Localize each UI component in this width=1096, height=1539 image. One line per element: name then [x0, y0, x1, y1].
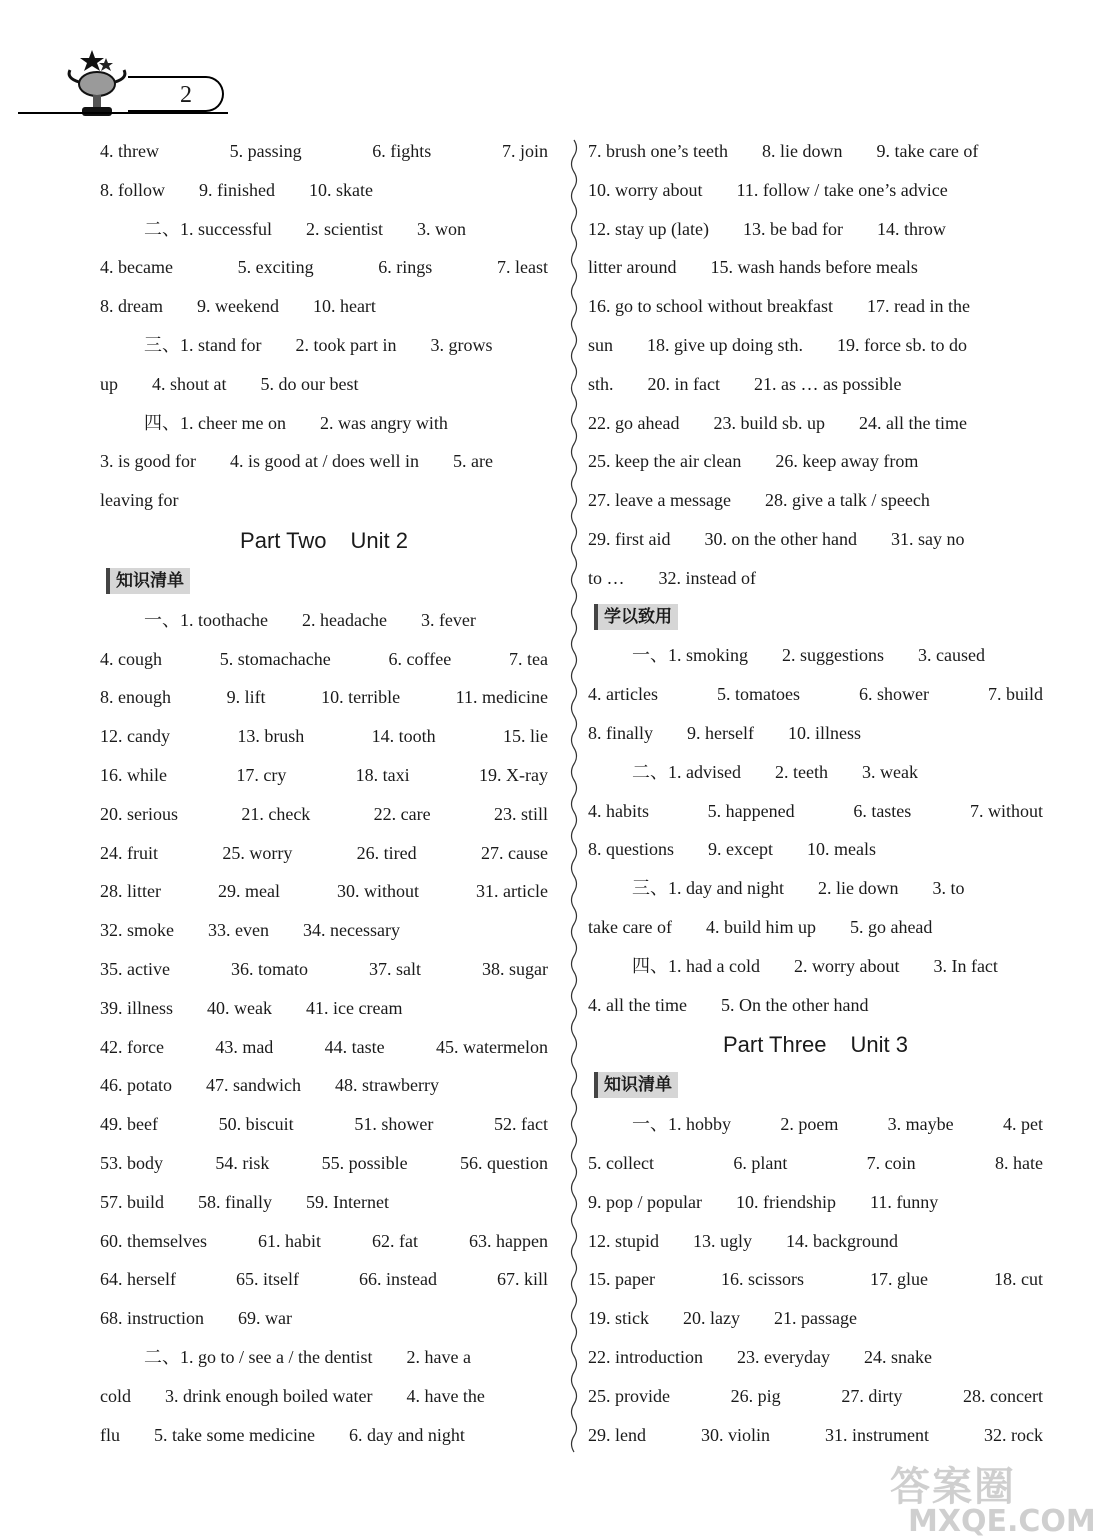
- answer-item: 17. glue: [870, 1269, 928, 1290]
- answer-line: [100, 950, 548, 989]
- answer-item: 44. taste: [324, 1036, 385, 1057]
- answer-item: 35. active: [100, 958, 170, 979]
- answer-block: [100, 1338, 548, 1454]
- answer-item: 4. all the time: [588, 994, 687, 1015]
- answer-item: 13. brush: [237, 726, 305, 747]
- answer-block: [588, 1105, 1043, 1454]
- answer-item: 8. questions: [588, 839, 675, 860]
- section-tag: 学以致用: [594, 604, 678, 630]
- answer-line: [100, 1416, 548, 1455]
- answer-item: 5. On the other hand: [720, 994, 869, 1015]
- answer-line: [100, 1144, 548, 1183]
- answer-item: 7. coin: [866, 1152, 916, 1173]
- answer-item: 2. worry about: [793, 955, 900, 976]
- watermark-cn: 答案圈: [890, 1464, 1016, 1510]
- answer-item: 2. lie down: [817, 878, 899, 899]
- section-tag: 知识清单: [106, 568, 190, 594]
- answer-item: 8. enough: [100, 687, 171, 708]
- answer-line: [588, 792, 1043, 831]
- answer-item: 10. friendship: [736, 1191, 836, 1212]
- answer-item: 24. fruit: [100, 842, 158, 863]
- answer-item: 11. funny: [869, 1191, 939, 1212]
- answer-item: sun: [588, 334, 614, 355]
- answer-line: [588, 1222, 1043, 1261]
- answer-item: 29. first aid: [588, 528, 671, 549]
- answer-item: 8. dream: [100, 296, 163, 317]
- answer-line: [588, 520, 1043, 559]
- answer-item: 6. shower: [858, 684, 929, 705]
- answer-item: 5. collect: [588, 1152, 654, 1173]
- answer-item: leaving for: [100, 490, 179, 511]
- answer-line: [100, 1183, 548, 1222]
- answer-line: [100, 1338, 548, 1377]
- answer-item: 41. ice cream: [306, 997, 403, 1018]
- answer-item: 24. all the time: [858, 412, 967, 433]
- answer-item: 15. lie: [502, 726, 548, 747]
- answer-item: 67. kill: [496, 1269, 548, 1290]
- answer-item: 10. heart: [312, 296, 376, 317]
- answer-item: 3. In fact: [933, 955, 998, 976]
- answer-item: 3. to: [932, 878, 965, 899]
- answer-item: 25. provide: [588, 1385, 670, 1406]
- answer-item: 28. litter: [100, 881, 161, 902]
- answer-item: 8. hate: [995, 1152, 1043, 1173]
- answer-item: 5. passing: [229, 141, 302, 161]
- answer-line: [100, 678, 548, 717]
- answer-item: 30. on the other hand: [704, 528, 857, 549]
- answer-item: 6. day and night: [348, 1424, 465, 1445]
- answer-item: 4. became: [100, 257, 173, 278]
- answer-item: 28. give a talk / speech: [764, 490, 930, 511]
- answer-line: [100, 287, 548, 326]
- part-label: Part Three: [722, 1032, 827, 1058]
- answer-item: 61. habit: [258, 1230, 321, 1251]
- page-number: 2: [180, 82, 192, 108]
- answer-item: 53. body: [100, 1152, 163, 1173]
- answer-line: [100, 795, 548, 834]
- right-column: [588, 132, 1043, 1454]
- answer-item: 16. scissors: [720, 1269, 804, 1290]
- answer-item: 10. terrible: [321, 687, 401, 708]
- answer-item: 四、1. cheer me on: [144, 412, 286, 433]
- answer-line: [100, 1066, 548, 1105]
- answer-item: 三、1. day and night: [632, 878, 784, 899]
- answer-item: 12. candy: [100, 726, 170, 747]
- answer-item: 48. strawberry: [334, 1075, 439, 1096]
- answer-line: [100, 1377, 548, 1416]
- answer-item: 45. watermelon: [436, 1036, 548, 1057]
- answer-line: [588, 753, 1043, 792]
- answer-item: 19. stick: [588, 1308, 649, 1329]
- answer-item: 24. snake: [863, 1346, 932, 1367]
- answer-item: to …: [588, 567, 625, 588]
- answer-line: [100, 132, 548, 171]
- answer-line: [100, 210, 548, 249]
- answer-item: 17. cry: [236, 764, 287, 785]
- answer-item: 3. drink enough boiled water: [165, 1385, 373, 1406]
- answer-line: [100, 601, 548, 640]
- answer-item: 12. stupid: [588, 1230, 660, 1251]
- answer-item: 5. are: [452, 451, 493, 472]
- answer-line: [588, 287, 1043, 326]
- answer-item: 14. throw: [876, 218, 946, 239]
- answer-item: 14. background: [786, 1230, 899, 1251]
- section-title: [588, 1024, 1043, 1066]
- answer-item: 22. care: [373, 803, 431, 824]
- answer-item: 三、1. stand for: [144, 334, 262, 355]
- answer-line: [588, 1416, 1043, 1455]
- answer-line: [100, 640, 548, 679]
- answer-line: [588, 1105, 1043, 1144]
- answer-item: 5. do our best: [260, 373, 359, 394]
- answer-item: 55. possible: [321, 1152, 408, 1173]
- answer-item: 二、1. advised: [632, 761, 741, 782]
- answer-item: 17. read in the: [866, 296, 970, 317]
- answer-item: 36. tomato: [230, 958, 308, 979]
- answer-item: 60. themselves: [100, 1230, 207, 1251]
- unit-label: Unit 2: [350, 527, 408, 553]
- answer-block: [100, 326, 548, 404]
- answer-item: 25. keep the air clean: [588, 451, 742, 472]
- answer-line: [588, 986, 1043, 1025]
- answer-item: 7. tea: [508, 648, 548, 669]
- unit-label: Unit 3: [850, 1032, 909, 1058]
- header-rule: [18, 112, 228, 114]
- page-header: [0, 0, 240, 125]
- answer-line: [588, 869, 1043, 908]
- answer-item: 8. finally: [588, 722, 653, 743]
- answer-item: 19. force sb. to do: [837, 334, 967, 355]
- answer-line: [100, 481, 548, 520]
- answer-item: 26. tired: [356, 842, 417, 863]
- answer-item: 5. exciting: [237, 257, 314, 278]
- answer-item: 30. violin: [701, 1424, 771, 1445]
- answer-line: [588, 830, 1043, 869]
- answer-item: 9. take care of: [876, 141, 979, 161]
- answer-line: [100, 365, 548, 404]
- answer-item: 一、1. hobby: [632, 1114, 731, 1135]
- answer-item: 9. weekend: [196, 296, 279, 317]
- answer-block: [588, 753, 1043, 869]
- answer-item: 二、1. successful: [144, 218, 272, 239]
- answer-item: 21. as … as possible: [754, 373, 902, 394]
- answer-item: 68. instruction: [100, 1308, 204, 1329]
- answer-item: 58. finally: [198, 1191, 273, 1212]
- answer-item: 8. follow: [100, 179, 165, 200]
- answer-line: [588, 1338, 1043, 1377]
- answer-line: [588, 132, 1043, 171]
- answer-line: [588, 481, 1043, 520]
- answer-item: 65. itself: [235, 1269, 299, 1290]
- answer-item: 26. keep away from: [775, 451, 919, 472]
- answer-block: [588, 869, 1043, 947]
- answer-line: [588, 248, 1043, 287]
- answer-line: [588, 1260, 1043, 1299]
- answer-line: [100, 911, 548, 950]
- answer-item: 7. join: [501, 141, 548, 161]
- answer-item: 2. took part in: [295, 334, 397, 355]
- answer-item: 16. go to school without breakfast: [588, 296, 833, 317]
- answer-item: flu: [100, 1424, 120, 1445]
- answer-item: 4. habits: [588, 800, 649, 821]
- answer-line: [588, 675, 1043, 714]
- answer-item: 23. build sb. up: [713, 412, 825, 433]
- answer-item: 18. cut: [994, 1269, 1043, 1290]
- answer-item: 52. fact: [494, 1114, 548, 1135]
- answer-line: [588, 908, 1043, 947]
- answer-item: 39. illness: [100, 997, 174, 1018]
- answer-line: [100, 1105, 548, 1144]
- answer-line: [588, 1299, 1043, 1338]
- answer-item: 3. caused: [918, 645, 986, 666]
- answer-item: 3. maybe: [887, 1114, 954, 1135]
- answer-item: 4. have the: [406, 1385, 485, 1406]
- answer-item: 13. ugly: [693, 1230, 753, 1251]
- answer-item: 23. everyday: [737, 1346, 830, 1367]
- answer-item: 9. finished: [199, 179, 275, 200]
- answer-item: 9. herself: [687, 722, 754, 743]
- answer-block: [588, 636, 1043, 752]
- answer-item: 一、1. toothache: [144, 609, 268, 630]
- answer-item: 2. suggestions: [782, 645, 885, 666]
- answer-item: cold: [100, 1385, 131, 1406]
- answer-line: [588, 559, 1043, 598]
- answer-line: [100, 834, 548, 873]
- answer-item: 18. taxi: [355, 764, 410, 785]
- answer-line: [100, 248, 548, 287]
- answer-item: 57. build: [100, 1191, 165, 1212]
- answer-block: [100, 132, 548, 210]
- answer-item: 66. instead: [358, 1269, 437, 1290]
- answer-item: 6. coffee: [388, 648, 452, 669]
- answer-line: [588, 442, 1043, 481]
- answer-item: 2. have a: [406, 1346, 471, 1367]
- part-label: Part Two: [240, 527, 327, 553]
- answer-item: 15. paper: [588, 1269, 655, 1290]
- section-tag: 知识清单: [594, 1072, 678, 1098]
- answer-item: 29. meal: [218, 881, 280, 902]
- answer-item: 14. tooth: [371, 726, 436, 747]
- column-divider: [568, 140, 580, 1450]
- answer-item: 21. passage: [773, 1308, 857, 1329]
- answer-item: 3. weak: [861, 761, 918, 782]
- answer-item: 47. sandwich: [206, 1075, 301, 1096]
- answer-item: 10. worry about: [588, 179, 703, 200]
- answer-item: 4. shout at: [152, 373, 227, 394]
- answer-line: [588, 365, 1043, 404]
- answer-item: 20. in fact: [647, 373, 720, 394]
- answer-block: [588, 132, 1043, 598]
- answer-item: 4. build him up: [705, 916, 816, 937]
- answer-item: 3. grows: [430, 334, 493, 355]
- answer-item: 46. potato: [100, 1075, 172, 1096]
- answer-block: [100, 404, 548, 520]
- answer-item: 25. worry: [222, 842, 293, 863]
- answer-item: 27. dirty: [841, 1385, 903, 1406]
- answer-item: 33. even: [208, 920, 269, 941]
- answer-item: 18. give up doing sth.: [647, 334, 804, 355]
- answer-item: 26. pig: [730, 1385, 781, 1406]
- answer-line: [100, 989, 548, 1028]
- answer-item: 16. while: [100, 764, 167, 785]
- answer-item: 5. happened: [707, 800, 795, 821]
- answer-item: 23. still: [493, 803, 548, 824]
- answer-line: [100, 1028, 548, 1067]
- answer-item: 二、1. go to / see a / the dentist: [144, 1346, 373, 1367]
- answer-item: 6. tastes: [853, 800, 912, 821]
- answer-item: 4. cough: [100, 648, 162, 669]
- answer-item: 15. wash hands before meals: [710, 257, 918, 278]
- answer-item: 13. be bad for: [742, 218, 843, 239]
- watermark-logo: [890, 1455, 1096, 1539]
- answer-line: [588, 171, 1043, 210]
- answer-line: [588, 947, 1043, 986]
- answer-item: 10. illness: [787, 722, 861, 743]
- answer-item: 2. was angry with: [319, 412, 448, 433]
- answer-item: 10. meals: [806, 839, 876, 860]
- answer-item: 38. sugar: [481, 958, 548, 979]
- answer-item: 6. fights: [372, 141, 432, 161]
- answer-item: 5. take some medicine: [154, 1424, 315, 1445]
- answer-line: [588, 636, 1043, 675]
- answer-item: 22. introduction: [588, 1346, 703, 1367]
- answer-item: 54. risk: [215, 1152, 270, 1173]
- left-column: [100, 132, 548, 1454]
- answer-item: 62. fat: [372, 1230, 418, 1251]
- page-badge: [128, 76, 224, 112]
- answer-item: 40. weak: [207, 997, 272, 1018]
- answer-line: [100, 872, 548, 911]
- answer-block: [588, 947, 1043, 1025]
- answer-item: 2. teeth: [774, 761, 828, 782]
- answer-item: 31. say no: [890, 528, 965, 549]
- answer-item: 59. Internet: [306, 1191, 389, 1212]
- answer-item: take care of: [588, 916, 672, 937]
- answer-item: 19. X-ray: [479, 764, 548, 785]
- answer-item: 四、1. had a cold: [632, 955, 760, 976]
- answer-item: 7. brush one’s teeth: [588, 141, 728, 161]
- answer-item: 2. headache: [301, 609, 387, 630]
- answer-item: 5. go ahead: [849, 916, 933, 937]
- answer-item: 27. cause: [480, 842, 548, 863]
- answer-item: 4. articles: [588, 684, 658, 705]
- answer-item: 21. check: [241, 803, 311, 824]
- answer-item: 28. concert: [963, 1385, 1043, 1406]
- answer-item: 3. is good for: [100, 451, 196, 472]
- answer-line: [100, 717, 548, 756]
- answer-item: 29. lend: [588, 1424, 646, 1445]
- answer-item: 7. without: [969, 800, 1043, 821]
- answer-line: [588, 210, 1043, 249]
- answer-item: 一、1. smoking: [632, 645, 749, 666]
- answer-item: 11. follow / take one’s advice: [736, 179, 948, 200]
- answer-item: 9. lift: [226, 687, 266, 708]
- answer-line: [588, 714, 1043, 753]
- answer-item: 5. tomatoes: [716, 684, 800, 705]
- answer-block: [100, 210, 548, 326]
- answer-line: [100, 171, 548, 210]
- answer-line: [100, 1222, 548, 1261]
- answer-item: 5. stomachache: [219, 648, 331, 669]
- answer-item: 22. go ahead: [588, 412, 680, 433]
- answer-item: 2. scientist: [305, 218, 383, 239]
- answer-item: 31. article: [476, 881, 548, 902]
- answer-item: 7. least: [496, 257, 548, 278]
- section-title: [100, 520, 548, 562]
- answer-item: 63. happen: [469, 1230, 548, 1251]
- watermark-en: MXQE.COM: [908, 1504, 1096, 1539]
- answer-item: 6. rings: [378, 257, 433, 278]
- answer-item: 42. force: [100, 1036, 164, 1057]
- answer-item: 10. skate: [309, 179, 373, 200]
- answer-line: [588, 1377, 1043, 1416]
- answer-item: 4. pet: [1002, 1114, 1043, 1135]
- answer-item: 6. plant: [733, 1152, 788, 1173]
- answer-line: [100, 1299, 548, 1338]
- answer-item: up: [100, 373, 118, 394]
- answer-item: 4. threw: [100, 141, 159, 161]
- answer-item: 3. fever: [420, 609, 476, 630]
- answer-item: 9. except: [708, 839, 773, 860]
- answer-item: 2. poem: [780, 1114, 839, 1135]
- answer-item: 50. biscuit: [218, 1114, 294, 1135]
- answer-item: 9. pop / popular: [588, 1191, 702, 1212]
- answer-item: 32. rock: [984, 1424, 1043, 1445]
- answer-item: 37. salt: [368, 958, 421, 979]
- answer-item: 43. mad: [215, 1036, 274, 1057]
- answer-item: litter around: [588, 257, 677, 278]
- answer-item: 64. herself: [100, 1269, 176, 1290]
- answer-line: [100, 442, 548, 481]
- answer-item: 56. question: [460, 1152, 548, 1173]
- answer-line: [588, 1144, 1043, 1183]
- answer-item: 20. serious: [100, 803, 178, 824]
- answer-block: [100, 601, 548, 1338]
- answer-line: [588, 404, 1043, 443]
- answer-item: 69. war: [238, 1308, 292, 1329]
- answer-item: 4. is good at / does well in: [230, 451, 419, 472]
- answer-item: 31. instrument: [825, 1424, 930, 1445]
- answer-item: 32. instead of: [658, 567, 756, 588]
- answer-item: 30. without: [336, 881, 419, 902]
- answer-item: 51. shower: [354, 1114, 434, 1135]
- answer-item: 11. medicine: [455, 687, 548, 708]
- answer-item: 27. leave a message: [588, 490, 731, 511]
- answer-item: 34. necessary: [302, 920, 400, 941]
- answer-item: 49. beef: [100, 1114, 158, 1135]
- answer-line: [100, 326, 548, 365]
- answer-item: 8. lie down: [761, 141, 843, 161]
- answer-item: sth.: [588, 373, 614, 394]
- answer-line: [100, 1260, 548, 1299]
- answer-item: 7. build: [987, 684, 1043, 705]
- answer-item: 3. won: [416, 218, 466, 239]
- answer-line: [100, 756, 548, 795]
- trophy-icon: [62, 48, 132, 120]
- answer-item: 32. smoke: [100, 920, 174, 941]
- answer-line: [100, 404, 548, 443]
- answer-item: 20. lazy: [683, 1308, 740, 1329]
- answer-line: [588, 326, 1043, 365]
- answer-line: [588, 1183, 1043, 1222]
- answer-item: 12. stay up (late): [588, 218, 709, 239]
